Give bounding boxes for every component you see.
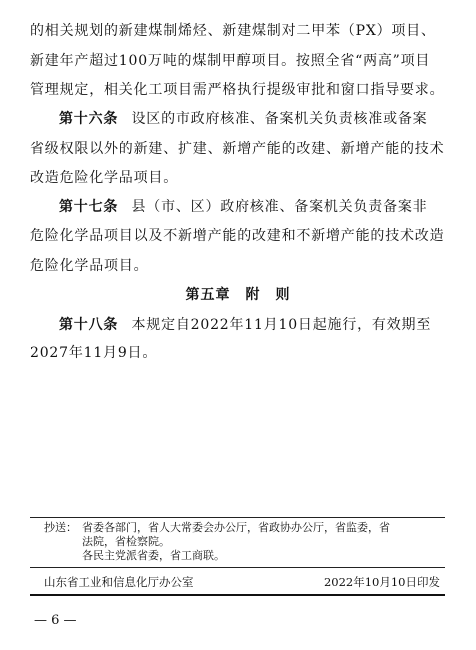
- cc-line-2: 法院，省检察院。: [82, 535, 170, 548]
- chapter-title: 第五章 附 则: [185, 287, 291, 303]
- article-16-line-3: 改造危险化学品项目。: [30, 170, 178, 186]
- body-line-3: 管理规定，相关化工项目需严格执行提级审批和窗口指导要求。: [30, 82, 445, 98]
- cc-line-3: 各民主党派省委，省工商联。: [82, 549, 225, 562]
- page-number: — 6 —: [34, 613, 77, 628]
- article-16-label: 第十六条: [59, 111, 119, 127]
- issuer: 山东省工业和信息化厅办公室: [44, 575, 194, 589]
- article-16-text: 设区的市政府核准、备案机关负责核准或备案: [131, 111, 428, 127]
- article-18-line-2: 2027年11月9日。: [30, 345, 158, 361]
- cc-bottom-rule: [30, 567, 445, 568]
- article-18-label: 第十八条: [59, 317, 119, 333]
- article-16-first-line: [59, 110, 444, 128]
- article-17-line-2: 危险化学品项目以及不新增产能的改建和不新增产能的技术改造: [30, 228, 445, 244]
- article-17-text: 县（市、区）政府核准、备案机关负责备案非: [131, 199, 428, 215]
- article-18-text: 本规定自2022年11月10日起施行，有效期至: [131, 317, 432, 333]
- article-17-line-3: 危险化学品项目。: [30, 258, 149, 274]
- article-18-first-line: [59, 316, 444, 334]
- cc-top-rule: [30, 517, 445, 518]
- article-16-line-2: 省级权限以外的新建、扩建、新增产能的改建、新增产能的技术: [30, 141, 445, 157]
- article-17-label: 第十七条: [59, 199, 119, 215]
- cc-line-1: 省委各部门，省人大常委会办公厅，省政协办公厅，省监委，省: [82, 521, 390, 534]
- footer-rule: [30, 594, 445, 596]
- issue-date: 2022年10月10日印发: [323, 575, 440, 589]
- article-17-first-line: [59, 198, 444, 216]
- cc-label: 抄送：: [44, 521, 77, 534]
- body-line-2: 新建年产超过100万吨的煤制甲醇项目。按照全省“两高”项目: [30, 53, 431, 69]
- body-line-1: 的相关规划的新建煤制烯烃、新建煤制对二甲苯（PX）项目、: [30, 23, 436, 39]
